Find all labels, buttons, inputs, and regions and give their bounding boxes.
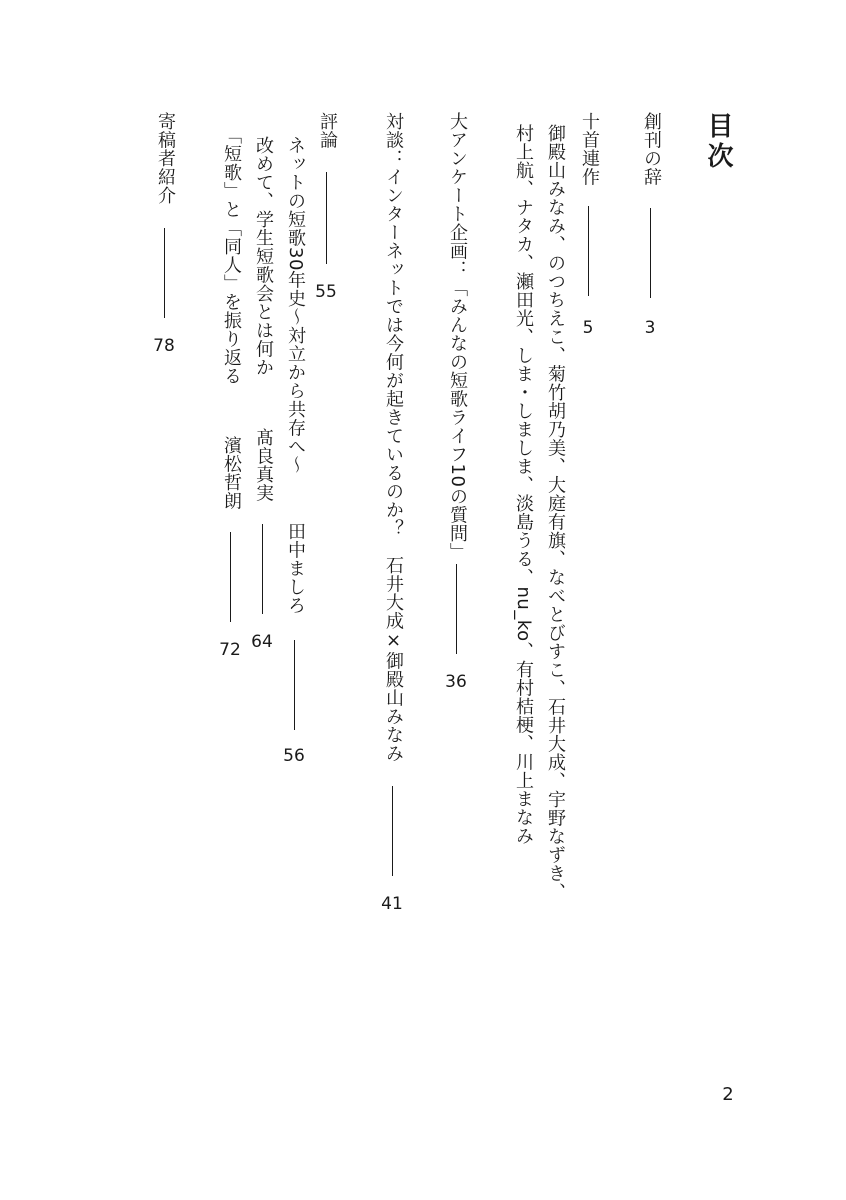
leader-line [164,228,165,318]
toc-entry-page: 72 [219,640,241,660]
toc-entry-page: 41 [381,894,403,914]
toc-entry-page: 3 [644,318,656,338]
toc-entry-page: 56 [283,746,305,766]
toc-entry-author: 髙良真実 [253,428,274,502]
page-number: 2 [722,1084,734,1105]
leader-line [392,786,393,876]
toc-authors-line1: 御殿山みなみ、のつちえこ、菊竹胡乃美、大庭有旗、なべとびすこ、石井大成、宇野なずき、 [545,124,566,901]
leader-line [650,208,651,298]
toc-entry-title: 対談：インターネットでは今何が起きているのか？ [383,112,404,538]
toc-authors-line2: 村上航、ナタカ、瀬田光、しま・しましま、淡島うる、nu_ko、有村桔梗、川上まなみ [513,124,534,846]
toc-entry-title: 十首連作 [579,112,600,186]
toc-entry-title: 改めて、学生短歌会とは何か [253,136,274,377]
toc-entry-title: 創刊の辞 [641,112,662,186]
leader-line [456,564,457,654]
leader-line [262,524,263,614]
toc-entry-page: 78 [153,336,175,356]
toc-entry-title: 「短歌」と「同人」を振り返る [221,126,242,385]
toc-section-title: 評論 [317,112,338,149]
toc-entry-author: 石井大成×御殿山みなみ [383,556,404,763]
toc-entry-page: 55 [315,282,337,302]
toc-title: 目次 [703,112,733,172]
leader-line [588,206,589,296]
toc-entry-author: 濱松哲朗 [221,436,242,510]
toc-entry-page: 5 [582,318,594,338]
toc-entry-page: 36 [445,672,467,692]
leader-line [326,172,327,264]
toc-entry-author: 田中ましろ [285,522,306,615]
leader-line [294,640,295,730]
toc-entry-page: 64 [251,632,273,652]
leader-line [230,532,231,622]
toc-entry-title: 寄稿者紹介 [155,112,176,205]
toc-entry-title: 大アンケート企画：「みんなの短歌ライフ10の質問」 [447,112,468,562]
toc-entry-title: ネットの短歌30年史〜対立から共存へ〜 [285,136,306,475]
